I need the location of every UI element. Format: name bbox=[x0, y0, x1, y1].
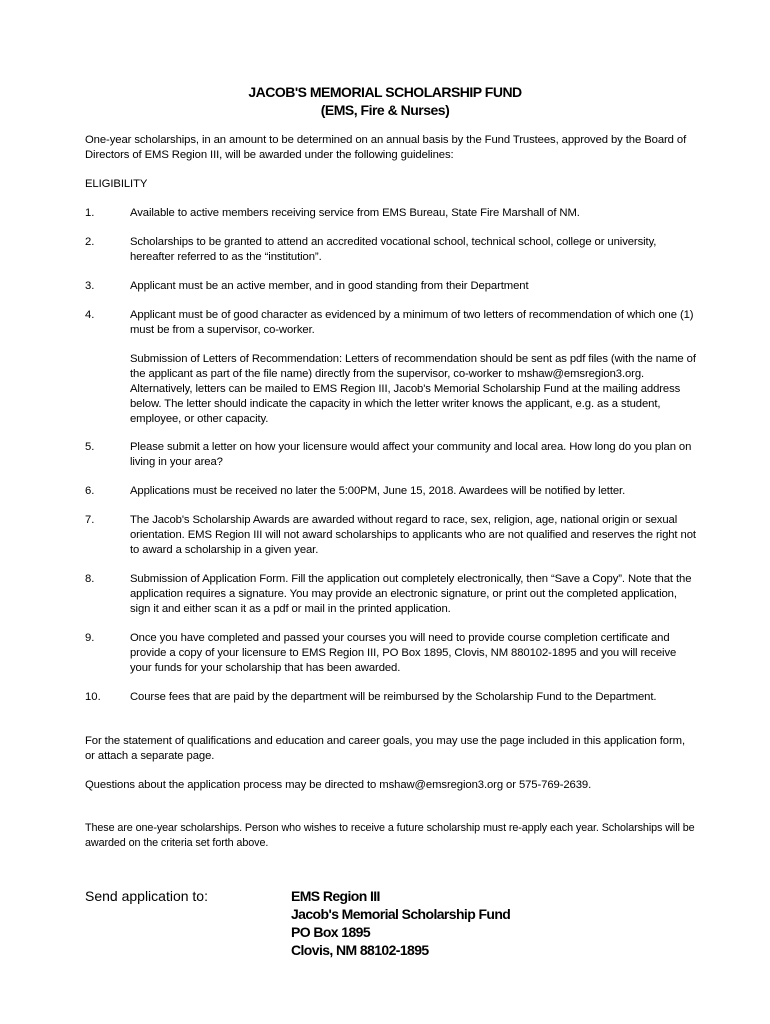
item-number: 9. bbox=[85, 632, 95, 644]
item-number: 6. bbox=[85, 485, 95, 497]
eligibility-heading: ELIGIBILITY bbox=[85, 178, 148, 190]
item-number: 3. bbox=[85, 280, 95, 292]
address-line-organization: EMS Region III bbox=[291, 888, 380, 904]
document-subtitle: (EMS, Fire & Nurses) bbox=[320, 102, 450, 118]
item-number: 10. bbox=[85, 691, 101, 703]
intro-paragraph: One-year scholarships, in an amount to be determined on an annual basis by the Fund Trustees, approved by the Board of Directors of EMS Region III, will be awarded under the following guidelines: bbox=[85, 134, 687, 161]
item-number: 2. bbox=[85, 236, 95, 248]
list-item: Please submit a letter on how your licensure would affect your community and local area. How long do you plan on living in your area? bbox=[130, 441, 692, 468]
statement-note: For the statement of qualifications and education and career goals, you may use the page included in this application form, or attach a separate page. bbox=[85, 735, 685, 762]
list-item: Submission of Application Form. Fill the application out completely electronically, then “Save a Copy”. Note that the application requires a signature. You may provide an electronic signature, or print out the completed application, sign it and either scan it as a pdf or mail in the printed application. bbox=[130, 573, 692, 615]
item-number: 8. bbox=[85, 573, 95, 585]
item-number: 5. bbox=[85, 441, 95, 453]
item-number: 1. bbox=[85, 207, 95, 219]
list-item: Applicant must be an active member, and in good standing from their Department bbox=[130, 280, 529, 292]
item-number: 4. bbox=[85, 309, 95, 321]
document-title: JACOB'S MEMORIAL SCHOLARSHIP FUND bbox=[248, 84, 522, 100]
address-line-po-box: PO Box 1895 bbox=[291, 924, 370, 940]
list-item: Applications must be received no later the 5:00PM, June 15, 2018. Awardees will be notified by letter. bbox=[130, 485, 626, 497]
list-item: Once you have completed and passed your courses you will need to provide course completion certificate and provide a copy of your licensure to EMS Region III, PO Box 1895, Clovis, NM 880102-1895 and you will receive your funds for your scholarship that has been awarded. bbox=[130, 632, 677, 674]
questions-note: Questions about the application process may be directed to mshaw@emsregion3.org or 575-769-2639. bbox=[85, 779, 592, 791]
list-item: Course fees that are paid by the department will be reimbursed by the Scholarship Fund to the Department. bbox=[130, 691, 657, 703]
send-application-label: Send application to: bbox=[85, 888, 208, 904]
list-item: Scholarships to be granted to attend an accredited vocational school, technical school, college or university, hereafter referred to as the “institution”. bbox=[130, 236, 657, 263]
recommendation-letters-note: Submission of Letters of Recommendation: Letters of recommendation should be sent as pdf files (with the name of the applicant as part of the file name) directly from the supervisor, co-worker to mshaw@emsregion3.org. Alternatively, letters can be mailed to EMS Region III, Jacob's Memorial Scholarship Fund at the mailing address below. The letter should indicate the capacity in which the letter writer knows the applicant, e.g. as a student, employee, or other capacity. bbox=[130, 353, 696, 425]
address-line-city: Clovis, NM 88102-1895 bbox=[291, 942, 429, 958]
list-item: Available to active members receiving service from EMS Bureau, State Fire Marshall of NM. bbox=[130, 207, 580, 219]
address-line-fund: Jacob's Memorial Scholarship Fund bbox=[291, 906, 511, 922]
list-item: The Jacob's Scholarship Awards are awarded without regard to race, sex, religion, age, national origin or sexual orientation. EMS Region III will not award scholarships to applicants who are not qualified and reserves the right not to award a scholarship in a given year. bbox=[130, 514, 696, 556]
item-number: 7. bbox=[85, 514, 95, 526]
reapply-note: These are one-year scholarships. Person who wishes to receive a future scholarship must re-apply each year. Scholarships will be awarded on the criteria set forth above. bbox=[85, 822, 695, 849]
list-item: Applicant must be of good character as evidenced by a minimum of two letters of recommendation of which one (1) must be from a supervisor, co-worker. bbox=[130, 309, 694, 336]
